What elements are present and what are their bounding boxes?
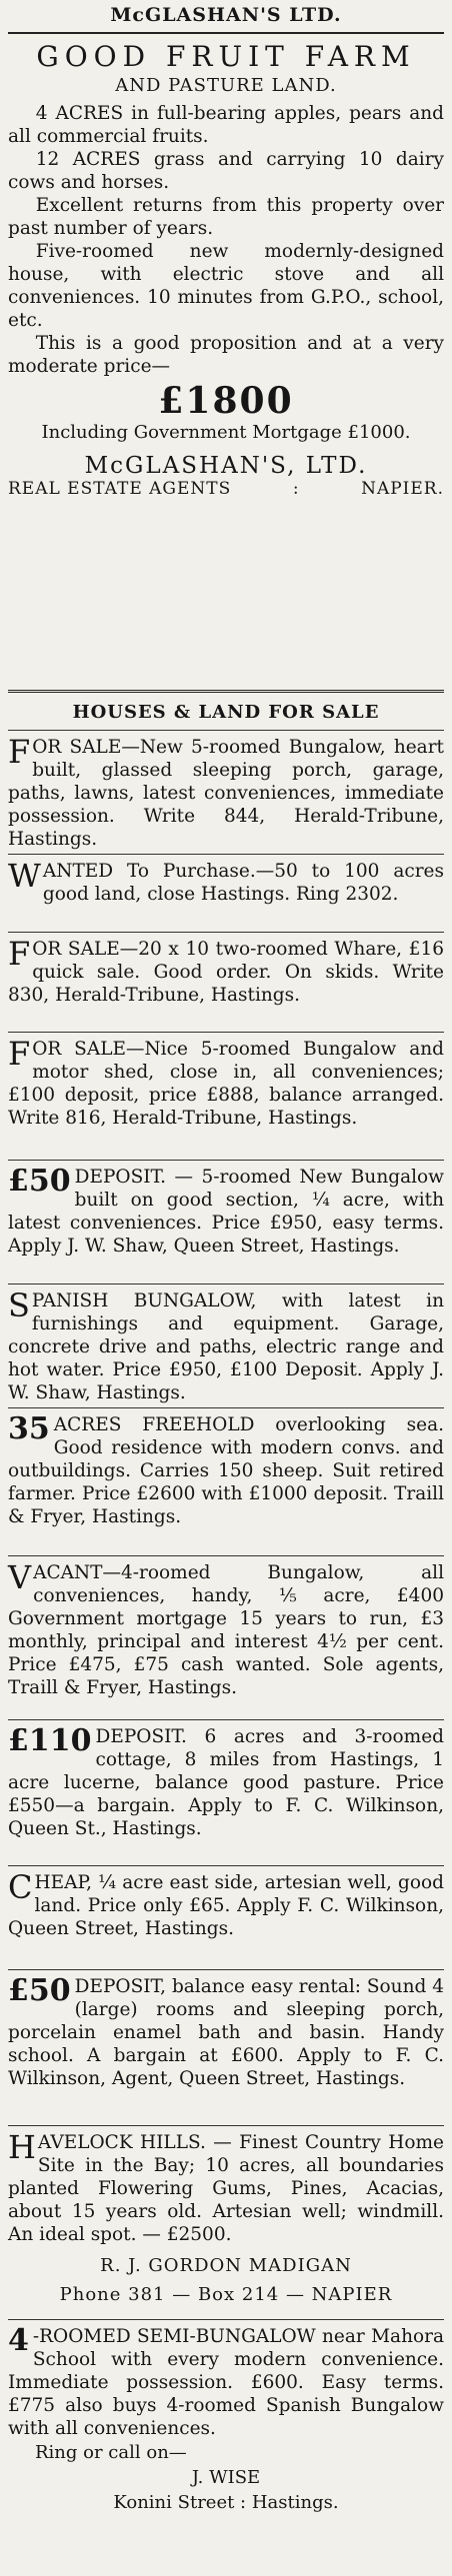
ad-divider [8,1032,444,1033]
ad-text: ACANT—4-roomed Bungalow, all conveniences, handy, ⅕ acre, £400 Government mortgage 15 years to run, £3 monthly, principal and interest 4½ per cent. Price £475, £75 cash wanted. Sole agents, Traill & Fryer, Hastings. [8,1562,444,1698]
ad-8 [8,1558,444,1699]
ad-paragraph: This is a good proposition and at a very moderate price— [8,333,444,377]
ad-lead: V [8,1558,32,1596]
ad-text: PANISH BUNGALOW, with latest in furnishings and equipment. Garage, concrete drive and paths, electric range and hot water. Price £950, £100 Deposit. Apply J. W. Shaw, Hastings. [8,1290,444,1403]
ad-subtitle: AND PASTURE LAND. [115,75,337,96]
ad-paragraph: Excellent returns from this property over past number of years. [8,195,444,239]
ad-lead: £50 [8,1973,71,2008]
ad-text: DEPOSIT, balance easy rental: Sound 4 (large) rooms and sleeping porch, porcelain enamel bath and basin. Handy school. A bargain at £600. Apply to F. C. Wilkinson, Agent, Queen Street, Hastings. [8,1976,445,2089]
ad-11 [8,1975,444,2090]
ad-9 [8,1725,444,1840]
agent-left: REAL ESTATE AGENTS [8,479,232,499]
ad-text: ANTED To Purchase.—50 to 100 acres good land, close Hastings. Ring 2302. [42,861,444,905]
section-rule [8,730,444,731]
ad-lead: F [8,935,31,973]
ad-3 [8,935,444,1007]
ad-13 [8,2325,444,2513]
ad-text: HEAP, ¼ acre east side, artesian well, good land. Price only £65. Apply F. C. Wilkinson, Queen Street, Hastings. [8,1872,444,1939]
ad-1 [8,733,444,851]
madigan-block [8,2255,444,2305]
ad-text: DEPOSIT. — 5-roomed New Bungalow built on good section, ¼ acre, with latest conveniences. Price £950, easy terms. Apply J. W. Shaw, Queen Street, Hastings. [8,1167,444,1257]
ad-12 [8,2128,444,2246]
ad-paragraph: 4 ACRES in full-bearing apples, pears and all commercial fruits. [8,103,444,147]
ad-lead: C [8,1868,33,1906]
ad-text: OR SALE—Nice 5-roomed Bungalow and motor shed, close in, all conveniences; £100 deposit, price £888, balance arranged. Write 816, Herald-Tribune, Hastings. [8,1039,444,1129]
ad-lead: 4 [8,2323,29,2358]
price-note: Including Government Mortgage £1000. [41,422,411,443]
ad-lead: £50 [8,1164,71,1199]
ad-lead: F [8,733,31,771]
ad-6 [8,1289,444,1404]
wise-name: J. WISE [191,2467,261,2488]
ad-price: £1800 [158,380,294,422]
section-separator [8,690,444,693]
advertiser-header: McGLASHAN'S LTD. [110,4,342,26]
ad-4 [8,1035,444,1130]
wise-address: Konini Street : Hastings. [113,2492,339,2513]
ad-divider [8,854,444,855]
ad-divider [8,1719,444,1720]
agent-name: McGLASHAN'S, LTD. [84,453,368,479]
ad-divider [8,1969,444,1970]
agent-contact: Phone 381 — Box 214 — NAPIER [59,2284,393,2305]
section-heading-wrap [8,702,444,723]
fruit-farm-ad [8,40,444,499]
ad-title: GOOD FRUIT FARM [36,40,416,73]
ad-text: -ROOMED SEMI-BUNGALOW near Mahora School with every modern convenience. Immediate possession. £600. Easy terms. £775 also buys 4-roomed Spanish Bungalow with all conveniences. [8,2326,444,2439]
ad-text: OR SALE—New 5-roomed Bungalow, heart built, glassed sleeping porch, garage, paths, lawns, latest conveniences, immediate possession. Write 844, Herald-Tribune, Hastings. [8,737,444,850]
header-rule [8,32,444,34]
ring-line: Ring or call on— [35,2442,187,2463]
ad-text: ACRES FREEHOLD overlooking sea. Good residence with modern convs. and outbuildings. Carries 150 sheep. Suit retired farmer. Price £2600 with £1000 deposit. Traill & Fryer, Hastings. [8,1414,444,1527]
mcglashan-header [8,4,444,26]
ad-divider [8,1865,444,1866]
ad-divider [8,2319,444,2320]
ad-divider [8,1160,444,1161]
ad-7 [8,1413,444,1528]
ad-10 [8,1868,444,1940]
ad-text: AVELOCK HILLS. — Finest Country Home Site in the Bay; 10 acres, all boundaries planted Flowering Gums, Pines, Acacias, about 15 years old. Artesian well; windmill. An ideal spot. — £2500. [8,2132,444,2245]
ad-divider [8,932,444,933]
ad-2 [8,857,444,906]
agent-line [8,479,444,499]
ad-lead: H [8,2128,36,2166]
ad-lead: W [8,857,41,895]
ad-lead: F [8,1035,31,1073]
agent-name: R. J. GORDON MADIGAN [100,2255,352,2276]
ad-lead: 35 [8,1411,50,1446]
agent-sep: : [292,479,300,499]
ad-divider [8,2125,444,2126]
ad-text: DEPOSIT. 6 acres and 3-roomed cottage, 8 miles from Hastings, 1 acre lucerne, balance good pasture. Price £550—a bargain. Apply to F. C. Wilkinson, Queen St., Hastings. [8,1726,444,1839]
ad-5 [8,1166,444,1258]
ad-lead: £110 [8,1723,92,1758]
section-heading: HOUSES & LAND FOR SALE [72,702,380,723]
ad-divider [8,1407,444,1408]
ad-text: OR SALE—20 x 10 two-roomed Whare, £16 quick sale. Good order. On skids. Write 830, Herald-Tribune, Hastings. [8,939,444,1006]
ad-paragraph: 12 ACRES grass and carrying 10 dairy cows and horses. [8,149,444,193]
ad-divider [8,1284,444,1285]
ad-divider [8,1555,444,1556]
ad-lead: S [8,1287,30,1324]
ad-paragraph: Five-roomed new modernly-designed house, with electric stove and all conveniences. 10 minutes from G.P.O., school, etc. [8,241,444,331]
agent-right: NAPIER. [361,479,444,499]
